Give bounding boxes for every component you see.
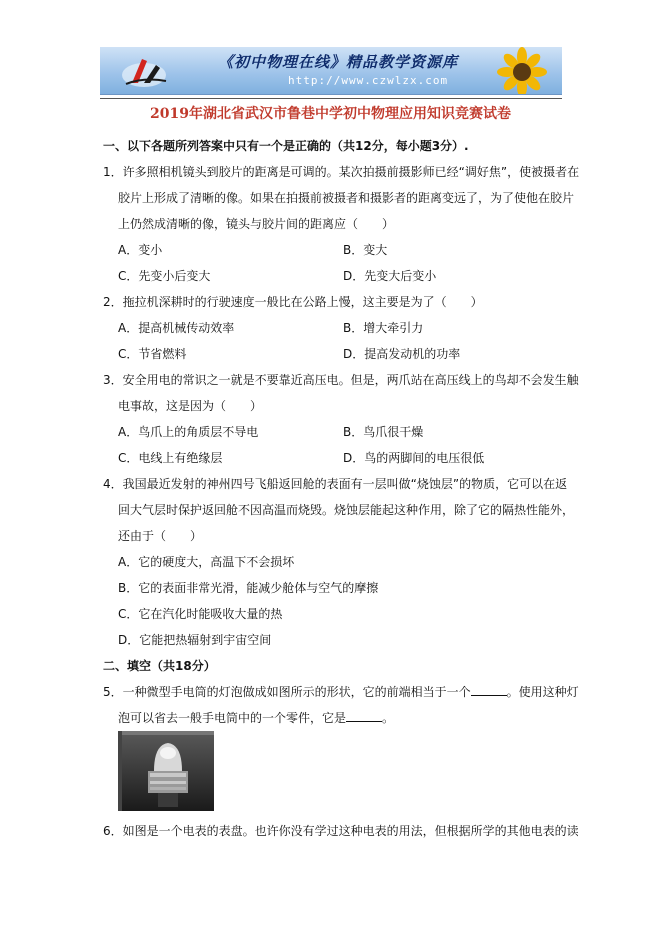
document-title: 2019年湖北省武汉市鲁巷中学初中物理应用知识竞赛试卷 — [150, 106, 511, 122]
question-3-option-b: B．鸟爪很干燥 — [343, 425, 424, 439]
question-2-line-1: 2．拖拉机深耕时的行驶速度一般比在公路上慢，这主要是为了（ ） — [103, 295, 483, 309]
bulb-image-icon — [118, 731, 214, 811]
question-3-line-1: 3．安全用电的常识之一就是不要靠近高压电。但是，两爪站在高压线上的鸟却不会发生触 — [103, 373, 579, 387]
question-5-line-1 — [103, 683, 579, 700]
question-1-option-c: C．先变小后变大 — [118, 269, 211, 283]
question-5-line-2 — [118, 709, 394, 726]
question-3-option-d: D．鸟的两脚间的电压很低 — [343, 451, 485, 465]
question-1-line-1: 1．许多照相机镜头到胶片的距离是可调的。某次拍摄前摄影师已经“调好焦”，使被摄者在 — [103, 165, 580, 179]
question-1-option-a: A．变小 — [118, 243, 163, 257]
question-2-option-d: D．提高发动机的功率 — [343, 347, 461, 361]
question-3-line-2: 电事故，这是因为（ ） — [118, 399, 263, 413]
question-1-option-b: B．变大 — [343, 243, 388, 257]
banner-title: 《初中物理在线》精品教学资源库 — [218, 53, 459, 71]
question-1-line-3: 上仍然成清晰的像，镜头与胶片间的距离应（ ） — [118, 217, 395, 231]
question-1-option-d: D．先变大后变小 — [343, 269, 437, 283]
question-2-option-c: C．节省燃料 — [118, 347, 187, 361]
question-4-option-c: C．它在汽化时能吸收大量的热 — [118, 607, 283, 621]
section-heading-1: 一、以下各题所列答案中只有一个是正确的（共12分，每小题3分）. — [103, 139, 469, 153]
sunflower-icon — [484, 47, 554, 94]
question-5-text-1a: 5．一种微型手电筒的灯泡做成如图所示的形状，它的前端相当于一个 — [103, 685, 471, 699]
question-3-option-c: C．电线上有绝缘层 — [118, 451, 223, 465]
banner-url[interactable]: http://www.czwlzx.com — [288, 74, 449, 87]
question-4-option-d: D．它能把热辐射到宇宙空间 — [118, 633, 272, 647]
header-banner — [100, 47, 562, 95]
title-divider — [100, 98, 562, 99]
question-2-option-b: B．增大牵引力 — [343, 321, 424, 335]
question-1-line-2: 胶片上形成了清晰的像。如果在拍摄前被摄者和摄影者的距离变远了，为了使他在胶片 — [118, 191, 575, 205]
section-heading-2: 二、填空（共18分） — [103, 659, 216, 673]
answer-blank-2[interactable] — [346, 711, 382, 722]
question-2-option-a: A．提高机械传动效率 — [118, 321, 235, 335]
logo-icon — [114, 51, 178, 91]
question-5-text-2a: 泡可以省去一般手电筒中的一个零件，它是 — [118, 711, 347, 725]
flashlight-bulb-photo — [118, 731, 214, 811]
question-4-option-a: A．它的硬度大，高温下不会损坏 — [118, 555, 295, 569]
question-4-option-b: B．它的表面非常光滑，能减少舱体与空气的摩擦 — [118, 581, 379, 595]
question-5-text-1b: 。使用这种灯 — [506, 685, 579, 699]
question-3-option-a: A．鸟爪上的角质层不导电 — [118, 425, 259, 439]
question-4-line-3: 还由于（ ） — [118, 529, 203, 543]
answer-blank-1[interactable] — [471, 685, 507, 696]
question-6-line-1: 6．如图是一个电表的表盘。也许你没有学过这种电表的用法，但根据所学的其他电表的读 — [103, 824, 579, 838]
question-5-text-2b: 。 — [382, 711, 395, 725]
question-4-line-1: 4．我国最近发射的神州四号飞船返回舱的表面有一层叫做“烧蚀层”的物质，它可以在返 — [103, 477, 568, 491]
question-4-line-2: 回大气层时保护返回舱不因高温而烧毁。烧蚀层能起这种作用，除了它的隔热性能外， — [118, 503, 575, 517]
